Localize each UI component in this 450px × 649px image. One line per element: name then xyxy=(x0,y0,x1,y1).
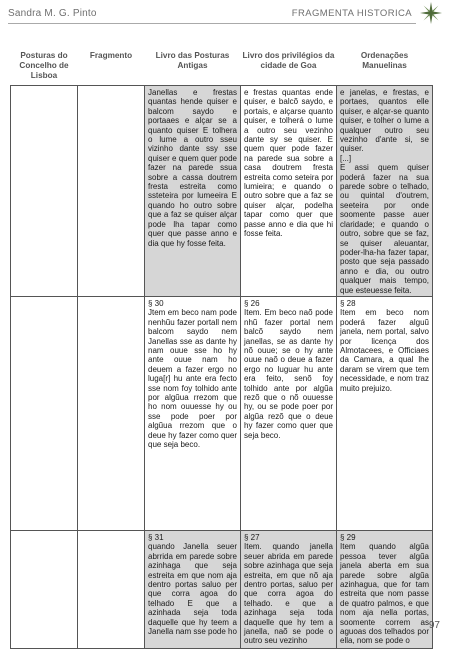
table-cell: § 31 quando Janella seuer abrrida em parede sobre azinhaga que seja estreita em que nom aja dentro portas saluo per que corra agoa do telhado E que a azinhada seja toda daquelle que hy teem a Janella nam sse pode ho xyxy=(145,530,241,648)
table-row xyxy=(11,86,433,297)
running-title: FRAGMENTA HISTORICA xyxy=(291,8,412,19)
table-cell: § 30 Jtem em beco nam pode nenhũu fazer portall nem balcom saydo nem Janellas sse as dante hy nam ouue sse ho hy ante ouue nam ho deuem a fazer ergo no luga[r] hu ante era fecto sse nom foy tolhido ante por algũua rrezom que ho nom ouuesse hy ou sse pode poer por algũua rrezom que o deue hy fazer como quer que seja beco. xyxy=(145,296,241,530)
table-cell xyxy=(78,86,145,297)
column-header: Fragmento xyxy=(89,51,133,60)
table-cell: § 26 Item. Em beco naõ pode nhũ fazer portal nem balcõ saydo nem janellas, se as dante hy nõ ouue; se o hy ante ouue naõ o deue a fazer ergo no luguar hu ante era feito, senõ foy tolhido ante por algũa rezõ que o nõ ouuesse hy, ou se pode poer por algũa rezõ que o deue hy fazer como quer que seja beco. xyxy=(241,296,337,530)
table-cell xyxy=(11,530,78,648)
table-header-row xyxy=(11,51,433,86)
header-rule xyxy=(8,23,416,24)
table-row xyxy=(11,530,433,648)
table-cell: e frestas quantas ende quiser, e balcõ saydo, e portais, e alçarse quanto quiser, e tolherá o lume a outro seu vezinho dante sy se quiser. E quem quer pode fazer na parede sua sobre a casa doutrem fresta estreita como seteira por lumieira; e quando o outro sobre que a faz se quiser alçar, podelha tapar como quer que passe anno e dia que hi fosse feita. xyxy=(241,86,337,297)
table-row xyxy=(11,296,433,530)
table-cell: § 28 Item em beco nom poderá fazer alguũ janela, nem portal, salvo por licença dos Almotacees, e Officiaes da Camara, a qual lhe daram se virem que tem necessidade, e nom traz muito prejuizo. xyxy=(337,296,433,530)
compass-rose-icon xyxy=(420,2,442,24)
column-header: Posturas do Concelho de Lisboa xyxy=(19,51,69,80)
table-cell xyxy=(11,296,78,530)
table-cell xyxy=(11,86,78,297)
table-cell: § 27 Item. quando janella seuer abrida em parede sobre azinhaga que seja estreita, em que nõ aja dentro portas, saluo per que corra agoa do telhado. e que a azinhaga seja toda daquelle que hy tem a janella, naõ se pode o outro seu vezinho xyxy=(241,530,337,648)
table-cell xyxy=(78,530,145,648)
column-header: Livro dos privilégios da cidade de Goa xyxy=(242,51,335,70)
page-number: 97 xyxy=(428,620,440,631)
column-header: Ordenações Manuelinas xyxy=(360,51,409,70)
table-cell: § 29 Item quando algũa pessoa tever algũa janela aberta em sua parede sobre algũa azinhagua, que for tam estreita que nom passe de quatro palmos, e que nom aja nella portas, soomente correm as aguoas dos telhados por ella, nom se pode o xyxy=(337,530,433,648)
column-header: Livro das Posturas Antigas xyxy=(155,51,230,70)
table-cell: e janelas, e frestas, e portaes, quantos elle quiser, e alçar-se quanto quiser, e tolher o lume a qualquer outro seu vezinho d'ante si, se quiser. [...] E assi quem quiser poderá fazer na sua parede sobre o telhado, ou quintal d'outrem, seeteira por onde soomente passe auer claridade; e quando o outro, sobre que se faz, se quiser aleuantar, poder-lha-ha fazer tapar, posto que seja passado anno e dia, ou outro qualquer mais tempo, que esteuesse feita. xyxy=(337,86,433,297)
author-name: Sandra M. G. Pinto xyxy=(8,8,97,19)
comparison-table xyxy=(10,51,433,649)
table-cell xyxy=(78,296,145,530)
page-header xyxy=(0,0,450,40)
table-cell: Janellas e frestas quantas hende quiser e balcom saydo e portaaes e alçar se a quanto quiser E tolhera o lume a outro sseu vizinho dante ssy sse quiser e quem quer pode fazer na parede ssua sobre a cassa doutrem fresta estreita como ssteteira por lumeeira E quando ho outro sobre que a faz se quiser alçar pode lha tapar como quer que passe anno e dia que hy fosse feita. xyxy=(145,86,241,297)
